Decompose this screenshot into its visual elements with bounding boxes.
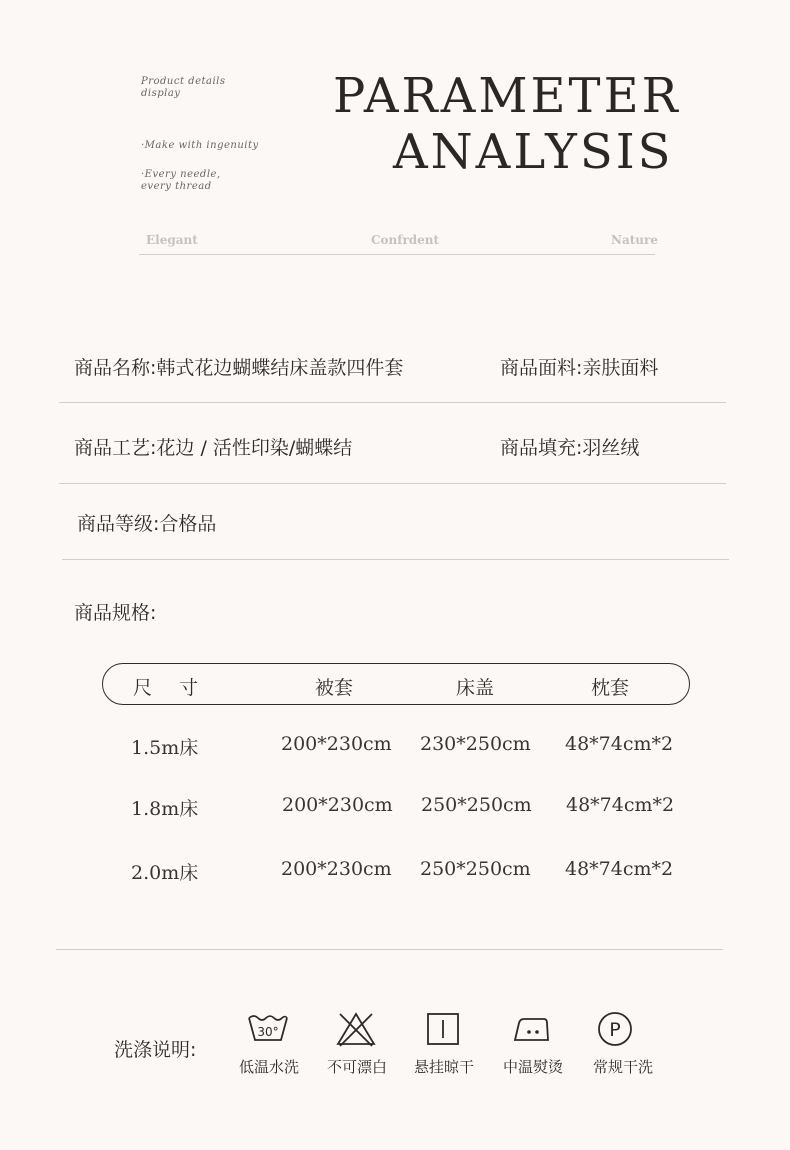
care-title: 洗涤说明: [114, 1039, 197, 1061]
care-label-dry-clean: 常规干洗 [592, 1058, 653, 1076]
row1-bedcover: 230*250cm [420, 733, 531, 755]
info-divider-2 [59, 483, 726, 484]
svg-text:30°: 30° [257, 1025, 279, 1039]
info-divider-1 [59, 402, 726, 403]
row3-size: 2.0m床 [131, 862, 199, 884]
wash-30-icon [246, 1010, 290, 1054]
spec-header-duvet: 被套 [315, 677, 354, 699]
title-parameter: PARAMETER [333, 68, 681, 124]
spec-header-pillowcase: 枕套 [591, 677, 630, 699]
care-label-no-bleach: 不可漂白 [326, 1058, 387, 1076]
care-label-hang-dry: 悬挂晾干 [413, 1058, 474, 1076]
tag-elegant: Elegant [146, 233, 198, 247]
row3-pillowcase: 48*74cm*2 [565, 858, 674, 880]
hang-dry-icon [421, 1010, 465, 1054]
spec-header-size: 尺 寸 [133, 677, 203, 699]
row2-bedcover: 250*250cm [421, 794, 532, 816]
dry-clean-p-icon [593, 1010, 637, 1054]
info-divider-3 [62, 559, 729, 560]
header-note-needle: ·Every needle, every thread [141, 169, 221, 192]
spec-header-bedcover: 床盖 [456, 677, 495, 699]
row1-pillowcase: 48*74cm*2 [565, 733, 674, 755]
row2-pillowcase: 48*74cm*2 [566, 794, 675, 816]
product-grade: 商品等级:合格品 [77, 513, 217, 535]
svg-text:P: P [609, 1019, 621, 1041]
care-label-iron: 中温熨烫 [502, 1058, 563, 1076]
row1-duvet: 200*230cm [281, 733, 392, 755]
spec-label: 商品规格: [74, 602, 157, 624]
product-name: 商品名称:韩式花边蝴蝶结床盖款四件套 [74, 357, 404, 379]
iron-medium-icon [510, 1010, 554, 1054]
header-note-product-details: Product details display [141, 76, 226, 99]
header-divider [139, 254, 655, 255]
row2-size: 1.8m床 [131, 798, 199, 820]
tag-confident: Confrdent [371, 233, 440, 247]
product-filling: 商品填充:羽丝绒 [500, 437, 640, 459]
tag-nature: Nature [611, 233, 658, 247]
row3-duvet: 200*230cm [281, 858, 392, 880]
row2-duvet: 200*230cm [282, 794, 393, 816]
product-fabric: 商品面料:亲肤面料 [500, 357, 659, 379]
header-note-ingenuity: ·Make with ingenuity [141, 140, 259, 151]
no-bleach-icon [334, 1010, 378, 1054]
care-label-wash: 低温水洗 [238, 1058, 299, 1076]
row1-size: 1.5m床 [131, 737, 199, 759]
product-craft: 商品工艺:花边 / 活性印染/蝴蝶结 [74, 437, 353, 459]
title-analysis: ANALYSIS [393, 124, 674, 180]
row3-bedcover: 250*250cm [420, 858, 531, 880]
spec-divider [56, 949, 723, 950]
